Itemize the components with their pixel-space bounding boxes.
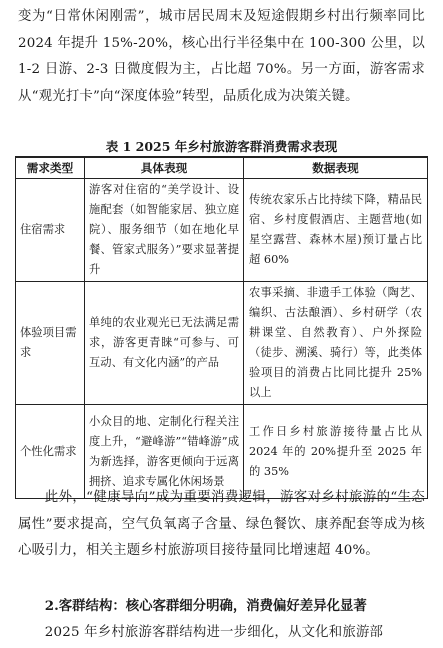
table-caption: 表 1 2025 年乡村旅游客群消费需求表现 [105,139,338,154]
section-heading: 2.客群结构：核心客群细分明确，消费偏好差异化显著 [44,598,367,614]
last-paragraph: 2025 年乡村旅游客群结构进一步细化，从文化和旅游部 [44,625,384,640]
cell-data: 工作日乡村旅游接待量占比从 2024 年的 20%提升至 2025 年的 35% [244,405,428,499]
cell-type: 住宿需求 [16,179,85,282]
cell-type: 个性化需求 [16,405,85,499]
cell-type: 体验项目需求 [16,282,85,405]
table-row [16,179,428,282]
cell-data: 农事采摘、非遗手工体验（陶艺、编织、古法酿酒）、乡村研学（农耕课堂、自然教育）、户外探险（徒步、溯溪、骑行）等，此类体验项目的消费占比同比提升 25%以上 [244,282,428,405]
health-paragraph: 此外，“健康导向”成为重要消费逻辑，游客对乡村旅游的“生态属性”要求提高，空气负氧离子含量、绿色餐饮、康养配套等成为核心吸引力，相关主题乡村旅游项目接待量同比增速超 40%。 [18,490,425,558]
table-row [16,282,428,405]
cell-desc: 游客对住宿的“美学设计、设施配套（如智能家居、独立庭院）、服务细节（如在地化早餐、管家式服务）”要求显著提升 [85,179,244,282]
header-data: 数据表现 [244,157,428,179]
demand-table [15,156,428,499]
cell-desc: 单纯的农业观光已无法满足需求，游客更青睐“可参与、可互动、有文化内涵”的产品 [85,282,244,405]
cell-data: 传统农家乐占比持续下降，精品民宿、乡村度假酒店、主题营地(如星空露营、森林木屋)预订量占比超 60% [244,179,428,282]
header-desc: 具体表现 [85,157,244,179]
table-header-row [16,157,428,179]
cell-desc: 小众目的地、定制化行程关注度上升，“避峰游”“错峰游”成为新选择，游客更倾向于远离拥挤、追求专属化休闲场景 [85,405,244,499]
intro-paragraph: 变为“日常休闲刚需”，城市居民周末及短途假期乡村出行频率同比 2024 年提升 15%-20%，核心出行半径集中在 100-300 公里，以 1-2 日游、2-3 日微度假为主，占比超 70%。另一方面，游客需求从“观光打卡”向“深度体验”转型，品质化成为决策关键。 [18,9,425,104]
header-type: 需求类型 [16,157,85,179]
